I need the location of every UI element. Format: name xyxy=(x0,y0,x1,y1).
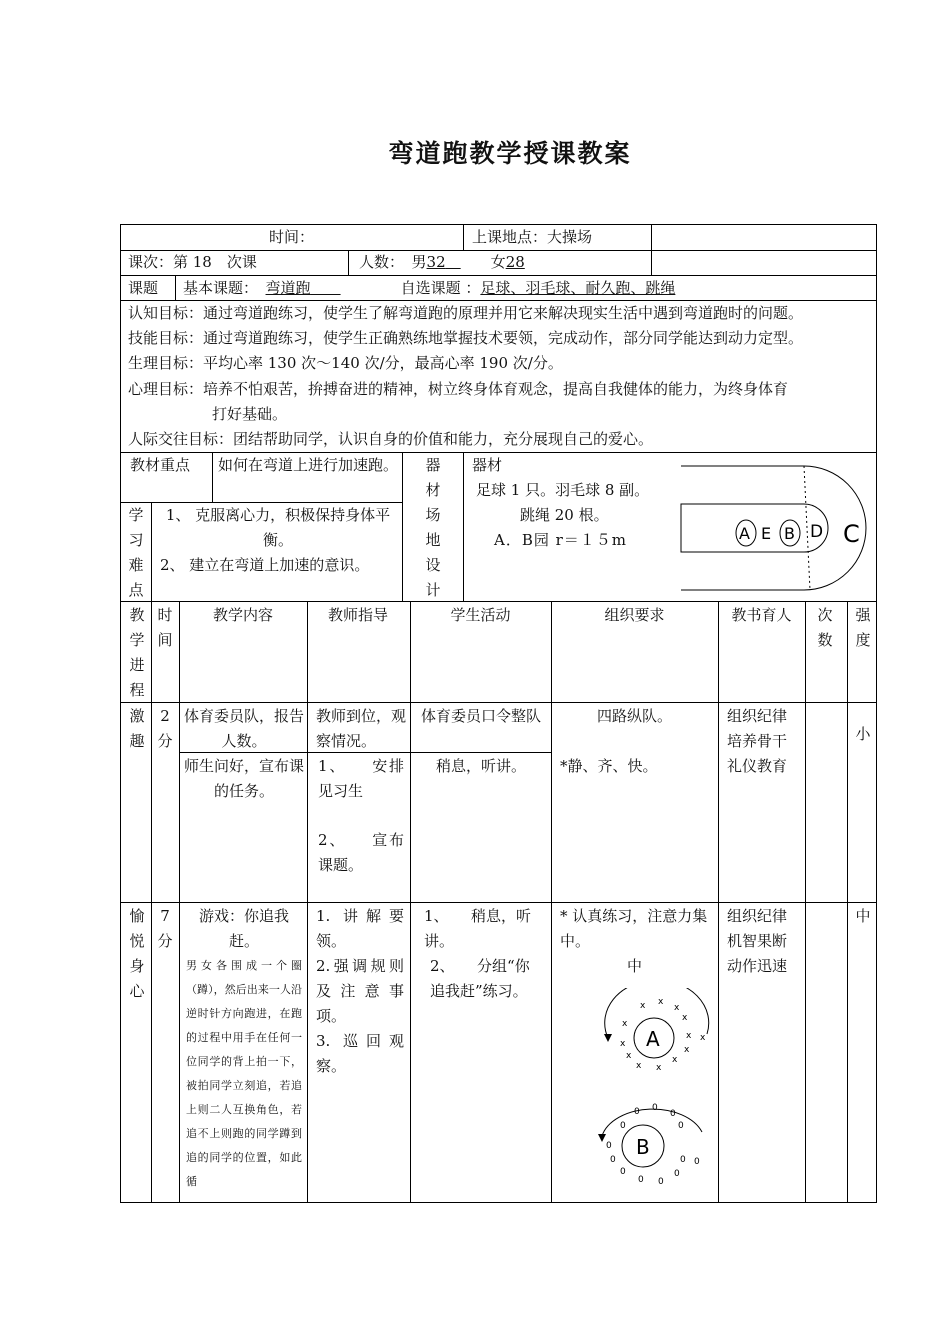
row1-student-b: 稍息，听讲。 xyxy=(435,757,526,775)
equipment-1: 足球 1 只。羽毛球 8 副。 xyxy=(476,481,650,499)
row1-edu-a: 组织纪律培养骨干 xyxy=(727,707,788,750)
row1-content-a: 体育委员队，报告人数。 xyxy=(184,707,305,750)
row2-content-desc: 男女各围成一个圈（蹲），然后出来一人沿逆时针方向跑进，在跑的过程中用手在任何一位同学的背上拍一下，被拍同学立刻追，若追上则二人互换角色，若追不上则跑的同学蹲到追的同学的位置，如此循 xyxy=(186,959,302,1188)
row2-teacher-2: 2.强调规则及注意事项。 xyxy=(316,957,404,1025)
student-mark-x: x xyxy=(686,1031,692,1041)
student-mark-o: 0 xyxy=(610,1155,616,1165)
time-label: 时间： xyxy=(268,228,314,246)
row1-teacher-b2: 2、 宣布课题。 xyxy=(318,831,404,874)
key-label: 教材重点 xyxy=(130,456,191,474)
student-mark-o: 0 xyxy=(670,1109,676,1119)
col-content: 教学内容 xyxy=(212,606,273,624)
student-mark-x: x xyxy=(622,1019,628,1029)
circle-diagram-a xyxy=(590,988,720,1076)
track-letter-d: D xyxy=(810,522,824,542)
col-stage: 教学进程 xyxy=(129,606,145,699)
equipment-2: 跳绳 20 根。 xyxy=(520,506,609,524)
row2-content-title: 游戏：你追我赶。 xyxy=(198,907,289,950)
goal-interpersonal: 人际交往目标：团结帮助同学，认识自身的价值和能力，充分展现自己的爱心。 xyxy=(128,430,654,448)
lesson-number: 课次：第 18 次课 xyxy=(128,253,257,271)
student-mark-o: 0 xyxy=(638,1175,644,1185)
row1-org-b: *静、齐、快。 xyxy=(560,757,658,775)
venue-label: 器材场地设计 xyxy=(425,456,441,599)
student-mark-o: 0 xyxy=(680,1155,686,1165)
row1-stage: 激趣 xyxy=(129,707,145,750)
row1-org-a: 四路纵队。 xyxy=(596,707,672,725)
col-teacher: 教师指导 xyxy=(327,606,388,624)
circle-b-label: B xyxy=(636,1135,650,1159)
row1-edu-b: 礼仪教育 xyxy=(727,757,788,775)
location: 上课地点：大操场 xyxy=(472,228,593,246)
equipment-3: A．B园 r＝１５m xyxy=(494,531,628,549)
student-mark-x: x xyxy=(674,1003,680,1013)
difficulty-2: 2、 建立在弯道上加速的意识。 xyxy=(160,556,370,574)
row2-time: 7分 xyxy=(157,907,173,950)
student-mark-o: 0 xyxy=(620,1167,626,1177)
goal-psychological: 心理目标：培养不怕艰苦，拚搏奋进的精神，树立终身体育观念，提高自我健体的能力，为终身体育 xyxy=(128,380,789,398)
row2-teacher-1: 1. 讲解要领。 xyxy=(316,907,404,950)
student-mark-o: 0 xyxy=(674,1169,680,1179)
track-letter-b: B xyxy=(784,524,795,543)
people-count: 人数： 男32 女28 xyxy=(359,253,525,271)
goal-cognitive: 认知目标：通过弯道跑练习，使学生了解弯道跑的原理并用它来解决现实生活中遇到弯道跑时的问题。 xyxy=(128,304,804,322)
student-mark-o: 0 xyxy=(678,1121,684,1131)
col-time: 时间 xyxy=(157,606,173,649)
key-content: 如何在弯道上进行加速跑。 xyxy=(218,456,399,474)
student-mark-x: x xyxy=(636,1061,642,1071)
col-intensity: 强度 xyxy=(855,606,871,649)
col-count: 次数 xyxy=(817,606,833,649)
student-mark-x: x xyxy=(620,1039,626,1049)
row2-student-2: 2、 分组“你追我赶”练习。 xyxy=(430,957,530,1000)
col-organization: 组织要求 xyxy=(604,606,665,624)
topic-row: 基本课题： 弯道跑 自选课题 ：足球、羽毛球、耐久跑、跳绳 xyxy=(183,279,676,297)
row2-org-2: 中 xyxy=(626,957,642,975)
row2-intensity: 中 xyxy=(855,907,871,925)
track-letter-e: E xyxy=(761,524,772,543)
goal-skill: 技能目标：通过弯道跑练习，使学生正确熟练地掌握技术要领，完成动作，部分同学能达到动力定型。 xyxy=(128,329,804,347)
goal-psychological-cont: 打好基础。 xyxy=(212,405,288,423)
student-mark-x: x xyxy=(640,1001,646,1011)
row1-teacher-a: 教师到位，观察情况。 xyxy=(316,707,407,750)
col-student: 学生活动 xyxy=(450,606,511,624)
track-diagram xyxy=(676,458,876,598)
student-mark-x: x xyxy=(658,997,664,1007)
student-mark-o: 0 xyxy=(658,1177,664,1187)
student-mark-o: 0 xyxy=(606,1141,612,1151)
goal-physiological: 生理目标：平均心率 130 次～140 次/分，最高心率 190 次/分。 xyxy=(128,354,563,372)
row2-edu: 组织纪律机智果断动作迅速 xyxy=(727,907,788,975)
row1-content-b: 师生问好，宣布课的任务。 xyxy=(184,757,305,800)
student-mark-x: x xyxy=(626,1051,632,1061)
student-mark-o: 0 xyxy=(652,1103,658,1113)
page-title: 弯道跑教学授课教案 xyxy=(388,139,632,168)
circle-diagram-b xyxy=(590,1098,720,1190)
row1-intensity: 小 xyxy=(855,725,871,743)
track-letter-a: A xyxy=(739,524,750,543)
difficulty-label: 学习难点 xyxy=(128,506,144,599)
row2-teacher-3: 3. 巡回观察。 xyxy=(316,1032,404,1075)
student-mark-o: 0 xyxy=(634,1107,640,1117)
row1-teacher-b1: 1、 安排见习生 xyxy=(318,757,404,800)
row2-student-1: 1、 稍息，听讲。 xyxy=(424,907,532,950)
student-mark-x: x xyxy=(684,1045,690,1055)
student-mark-x: x xyxy=(672,1055,678,1065)
row1-time: 2分 xyxy=(157,707,173,750)
circle-a-label: A xyxy=(646,1027,660,1051)
track-letter-c: C xyxy=(843,520,860,548)
student-mark-x: x xyxy=(656,1063,662,1073)
student-mark-x: x xyxy=(700,1033,706,1043)
row2-org-1: * 认真练习，注意力集中。 xyxy=(560,907,708,950)
student-mark-o: 0 xyxy=(694,1157,700,1167)
difficulty-1: 1、 克服离心力，积极保持身体平衡。 xyxy=(165,506,391,549)
col-education: 教书育人 xyxy=(731,606,792,624)
topic-label: 课题 xyxy=(128,279,159,297)
equipment-title: 器材 xyxy=(472,456,503,474)
student-mark-x: x xyxy=(682,1013,688,1023)
row2-stage: 愉悦身心 xyxy=(129,907,145,1000)
row1-student-a: 体育委员口令整队 xyxy=(420,707,541,725)
student-mark-o: 0 xyxy=(620,1121,626,1131)
